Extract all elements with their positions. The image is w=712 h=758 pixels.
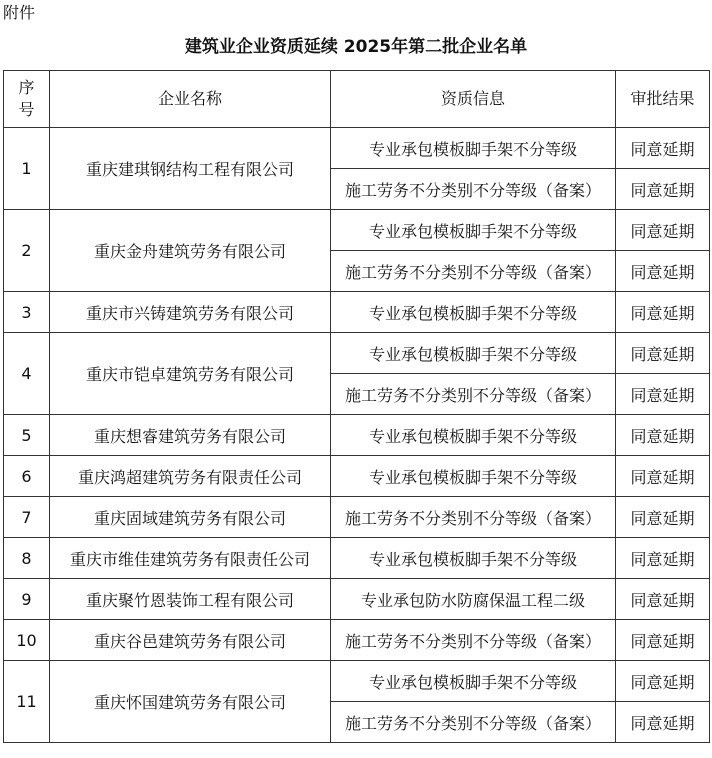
cell-qualification: 专业承包模板脚手架不分等级	[331, 415, 616, 456]
cell-seq: 7	[4, 497, 50, 538]
cell-seq: 2	[4, 210, 50, 292]
cell-qualification: 专业承包模板脚手架不分等级	[331, 661, 616, 702]
cell-qualification: 施工劳务不分类别不分等级（备案）	[331, 497, 616, 538]
cell-qualification: 专业承包模板脚手架不分等级	[331, 128, 616, 169]
cell-result: 同意延期	[616, 169, 710, 210]
table-row	[4, 579, 710, 620]
cell-qualification: 专业承包模板脚手架不分等级	[331, 292, 616, 333]
cell-seq: 9	[4, 579, 50, 620]
header-seq-line2: 号	[18, 100, 35, 119]
header-seq	[4, 71, 50, 128]
cell-company: 重庆市铠卓建筑劳务有限公司	[50, 333, 331, 415]
cell-result: 同意延期	[616, 210, 710, 251]
cell-result: 同意延期	[616, 579, 710, 620]
cell-seq: 1	[4, 128, 50, 210]
cell-result: 同意延期	[616, 620, 710, 661]
enterprise-table	[3, 70, 710, 743]
cell-company: 重庆市兴铸建筑劳务有限公司	[50, 292, 331, 333]
cell-qualification: 专业承包模板脚手架不分等级	[331, 538, 616, 579]
table-row	[4, 497, 710, 538]
cell-result: 同意延期	[616, 374, 710, 415]
cell-company: 重庆金舟建筑劳务有限公司	[50, 210, 331, 292]
table-row	[4, 456, 710, 497]
header-company: 企业名称	[50, 71, 331, 128]
cell-result: 同意延期	[616, 661, 710, 702]
table-row	[4, 620, 710, 661]
cell-result: 同意延期	[616, 415, 710, 456]
cell-result: 同意延期	[616, 702, 710, 743]
cell-qualification: 施工劳务不分类别不分等级（备案）	[331, 374, 616, 415]
cell-company: 重庆建琪钢结构工程有限公司	[50, 128, 331, 210]
cell-company: 重庆固域建筑劳务有限公司	[50, 497, 331, 538]
cell-company: 重庆谷邑建筑劳务有限公司	[50, 620, 331, 661]
cell-seq: 6	[4, 456, 50, 497]
table-row	[4, 415, 710, 456]
cell-qualification: 施工劳务不分类别不分等级（备案）	[331, 702, 616, 743]
cell-qualification: 施工劳务不分类别不分等级（备案）	[331, 169, 616, 210]
cell-seq: 4	[4, 333, 50, 415]
cell-seq: 3	[4, 292, 50, 333]
cell-result: 同意延期	[616, 333, 710, 374]
table-row	[4, 538, 710, 579]
cell-seq: 11	[4, 661, 50, 743]
cell-qualification: 专业承包模板脚手架不分等级	[331, 333, 616, 374]
cell-result: 同意延期	[616, 292, 710, 333]
cell-qualification: 施工劳务不分类别不分等级（备案）	[331, 620, 616, 661]
cell-result: 同意延期	[616, 497, 710, 538]
cell-result: 同意延期	[616, 251, 710, 292]
cell-result: 同意延期	[616, 538, 710, 579]
cell-company: 重庆鸿超建筑劳务有限责任公司	[50, 456, 331, 497]
cell-seq: 8	[4, 538, 50, 579]
cell-seq: 10	[4, 620, 50, 661]
header-seq-line1: 序	[18, 78, 35, 97]
table-row	[4, 292, 710, 333]
table-header-row	[4, 71, 710, 128]
cell-qualification: 专业承包模板脚手架不分等级	[331, 456, 616, 497]
cell-company: 重庆聚竹恩装饰工程有限公司	[50, 579, 331, 620]
header-qualification: 资质信息	[331, 71, 616, 128]
table-row	[4, 128, 710, 169]
header-result: 审批结果	[616, 71, 710, 128]
page-title: 建筑业企业资质延续 2025年第二批企业名单	[184, 37, 528, 57]
cell-result: 同意延期	[616, 456, 710, 497]
cell-qualification: 专业承包防水防腐保温工程二级	[331, 579, 616, 620]
cell-company: 重庆市维佳建筑劳务有限责任公司	[50, 538, 331, 579]
cell-qualification: 专业承包模板脚手架不分等级	[331, 210, 616, 251]
cell-seq: 5	[4, 415, 50, 456]
table-row	[4, 333, 710, 374]
cell-qualification: 施工劳务不分类别不分等级（备案）	[331, 251, 616, 292]
table-row	[4, 661, 710, 702]
cell-company: 重庆怀国建筑劳务有限公司	[50, 661, 331, 743]
cell-company: 重庆想睿建筑劳务有限公司	[50, 415, 331, 456]
table-row	[4, 210, 710, 251]
attachment-label: 附件	[3, 3, 36, 22]
table-body	[4, 128, 710, 743]
cell-result: 同意延期	[616, 128, 710, 169]
